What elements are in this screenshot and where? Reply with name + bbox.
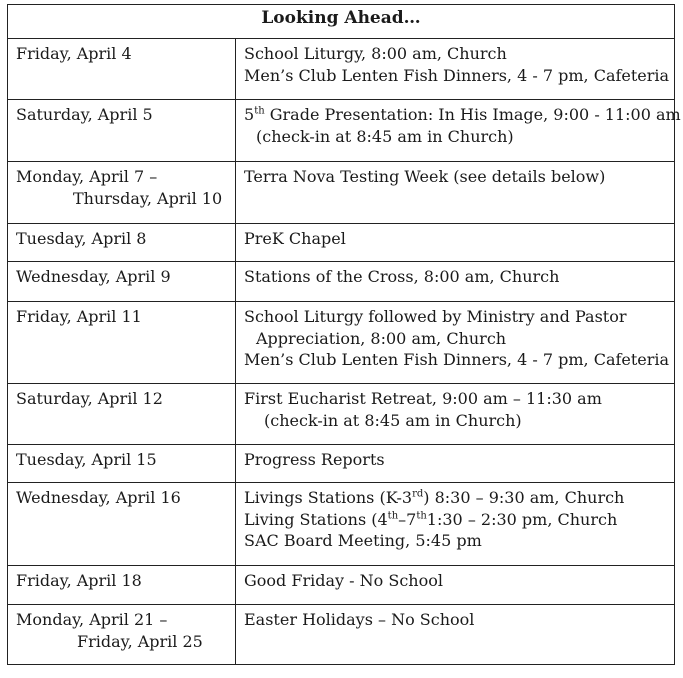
table-row xyxy=(8,483,675,566)
date-cell xyxy=(8,445,236,483)
event-text: Stations of the Cross, 8:00 am, Church xyxy=(244,267,560,286)
date-cell xyxy=(8,605,236,665)
event-text: PreK Chapel xyxy=(244,229,346,248)
table-row xyxy=(8,384,675,445)
date-text: Tuesday, April 8 xyxy=(16,229,147,248)
date-text: Thursday, April 10 xyxy=(73,188,223,208)
date-cell xyxy=(8,100,236,162)
table-row xyxy=(8,566,675,605)
table-title: Looking Ahead… xyxy=(8,5,675,39)
event-cell xyxy=(236,162,675,224)
date-text: Wednesday, April 9 xyxy=(16,267,171,286)
event-text: Appreciation, 8:00 am, Church xyxy=(256,328,507,348)
event-cell xyxy=(236,100,681,162)
date-cell xyxy=(8,483,236,566)
table-row xyxy=(8,100,675,162)
event-text: Terra Nova Testing Week (see details below) xyxy=(244,167,606,186)
event-text-part: Grade Presentation: In His Image, 9:00 - 11:00 am xyxy=(264,105,681,124)
event-cell xyxy=(236,445,675,483)
event-text-part: Living Stations (4 xyxy=(244,509,388,529)
event-text: Good Friday - No School xyxy=(244,571,443,590)
event-cell xyxy=(236,566,675,605)
event-text: School Liturgy followed by Ministry and Pastor xyxy=(244,307,627,326)
event-text: Men’s Club Lenten Fish Dinners, 4 - 7 pm, Cafeteria xyxy=(244,350,670,369)
date-text: Wednesday, April 16 xyxy=(16,488,181,507)
table-row xyxy=(8,262,675,302)
event-text-part: Livings Stations (K-3 xyxy=(244,488,413,507)
event-text: Men’s Club Lenten Fish Dinners, 4 - 7 pm, Cafeteria xyxy=(244,65,670,85)
event-text-part: 5 xyxy=(244,105,255,124)
ordinal-suffix: th xyxy=(387,510,399,522)
event-text: School Liturgy, 8:00 am, Church xyxy=(244,44,507,63)
event-text: (check-in at 8:45 am in Church) xyxy=(264,410,522,430)
date-text: Friday, April 4 xyxy=(16,44,132,63)
date-cell xyxy=(8,302,236,384)
date-text: Friday, April 25 xyxy=(77,631,203,651)
ordinal-suffix: th xyxy=(254,105,265,117)
date-text: Monday, April 21 – xyxy=(16,610,168,629)
date-text: Saturday, April 12 xyxy=(16,389,163,408)
event-cell xyxy=(236,224,675,262)
event-cell xyxy=(236,302,675,384)
date-cell xyxy=(8,566,236,605)
event-text-part: 1:30 – 2:30 pm, Church xyxy=(426,509,618,529)
table-row xyxy=(8,39,675,100)
event-cell xyxy=(236,384,675,445)
table-row xyxy=(8,445,675,483)
table-row xyxy=(8,224,675,262)
event-text-part: ) 8:30 – 9:30 am, Church xyxy=(423,488,625,507)
table-row xyxy=(8,605,675,665)
event-text xyxy=(244,487,667,509)
date-cell xyxy=(8,162,236,224)
date-cell xyxy=(8,39,236,100)
event-cell xyxy=(236,483,675,566)
date-text: Monday, April 7 – xyxy=(16,167,158,186)
event-cell xyxy=(236,39,675,100)
event-cell xyxy=(236,262,675,302)
date-text: Tuesday, April 15 xyxy=(16,450,157,469)
event-cell xyxy=(236,605,675,665)
event-text: (check-in at 8:45 am in Church) xyxy=(256,126,514,146)
looking-ahead-table xyxy=(7,4,681,665)
event-text xyxy=(244,509,667,531)
table-header-row xyxy=(8,5,675,39)
event-text xyxy=(244,104,681,126)
date-cell xyxy=(8,224,236,262)
event-text: SAC Board Meeting, 5:45 pm xyxy=(244,531,482,550)
table-row xyxy=(8,302,675,384)
ordinal-suffix: th xyxy=(416,510,427,522)
date-text: Friday, April 11 xyxy=(16,307,142,326)
event-text: Progress Reports xyxy=(244,450,385,469)
date-cell xyxy=(8,262,236,302)
date-cell xyxy=(8,384,236,445)
event-text: Easter Holidays – No School xyxy=(244,610,475,629)
ordinal-suffix: rd xyxy=(412,488,424,500)
event-text: First Eucharist Retreat, 9:00 am – 11:30 am xyxy=(244,389,602,408)
table-row xyxy=(8,162,675,224)
date-text: Saturday, April 5 xyxy=(16,105,153,124)
date-text: Friday, April 18 xyxy=(16,571,142,590)
event-text-part: –7 xyxy=(398,509,417,529)
